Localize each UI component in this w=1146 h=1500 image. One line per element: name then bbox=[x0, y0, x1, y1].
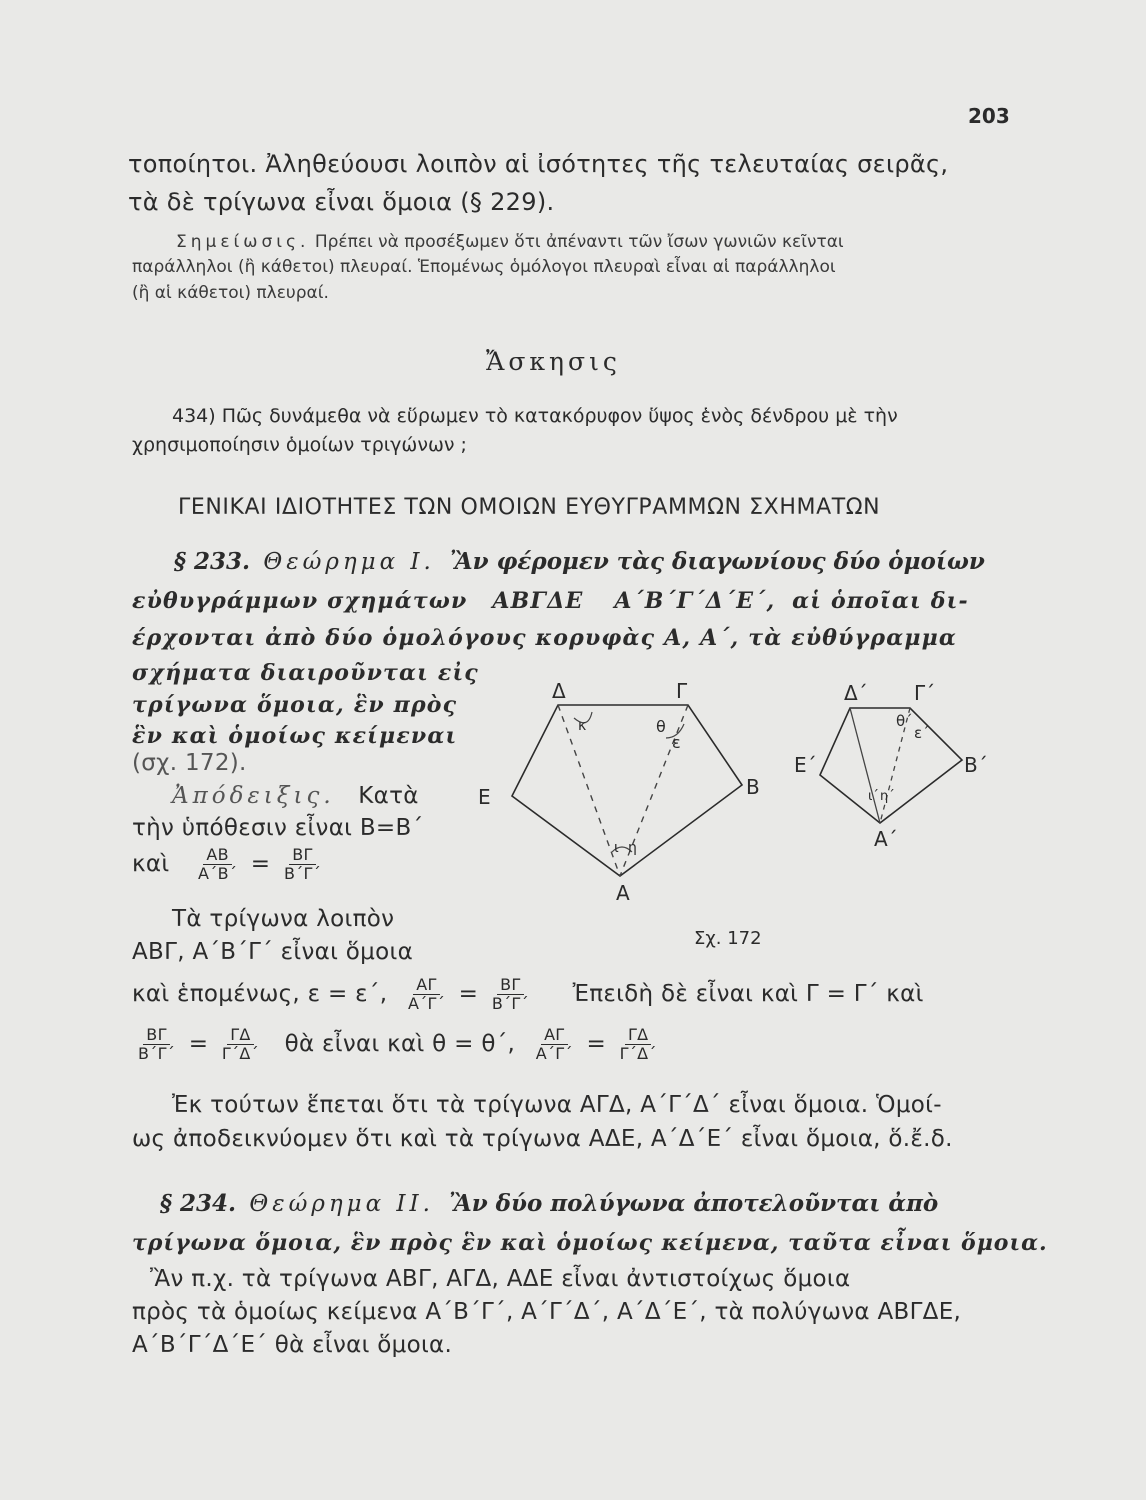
note-line-1 bbox=[176, 232, 844, 252]
theorem-1-line-3: έρχονται ἀπὸ δύο ὁμολόγους κορυφὰς Α, Α΄, τὰ εὐθύγραμμα bbox=[132, 625, 958, 651]
left-label-kappa: κ bbox=[578, 718, 587, 734]
note-line-2: παράλληλοι (ἢ κάθετοι) πλευραί. Ἑπομένως ὁμόλογοι πλευραὶ εἶναι αἱ παράλληλοι bbox=[132, 257, 836, 277]
theorem-2-label: Θεώρημα ΙΙ. bbox=[249, 1191, 434, 1217]
proof-theta-line bbox=[132, 1026, 663, 1063]
fraction-gd bbox=[219, 1026, 262, 1063]
theorem-2-example-1: Ἂν π.χ. τὰ τρίγωνα ΑΒΓ, ΑΓΔ, ΑΔΕ εἶναι ἀντιστοίχως ὅμοια bbox=[150, 1266, 851, 1292]
fraction-ag bbox=[405, 976, 448, 1013]
right-label-d: Δ΄ bbox=[844, 681, 868, 705]
exercise-heading: Ἄσκησις bbox=[486, 347, 621, 376]
page-number: 203 bbox=[968, 104, 1010, 128]
theorem-1-line-6: ἓν καὶ ὁμοίως κείμεναι bbox=[132, 723, 458, 749]
left-label-d: Δ bbox=[552, 680, 566, 703]
fraction-gd-den: Γ΄Δ΄ bbox=[221, 1044, 259, 1063]
right-label-b: Β΄ bbox=[964, 753, 988, 777]
theorem-1-text-2d: αἱ ὁποῖαι δι- bbox=[792, 588, 969, 614]
fraction-bg-den: Β΄Γ΄ bbox=[283, 864, 322, 883]
proof-triangles-2: ΑΒΓ, Α΄Β΄Γ΄ εἶναι ὅμοια bbox=[132, 939, 414, 965]
theorem-1-polygon-2: Α΄Β΄Γ΄Δ΄Ε΄, bbox=[614, 588, 776, 614]
fraction-bg-3 bbox=[135, 1026, 178, 1063]
theorem-1-line-2 bbox=[132, 588, 969, 614]
right-label-theta: θ΄ bbox=[896, 712, 913, 730]
theorem-1-polygon-1: ΑΒΓΔΕ bbox=[492, 588, 584, 614]
left-label-a: Α bbox=[616, 881, 630, 905]
fraction-ag-num: ΑΓ bbox=[413, 976, 439, 995]
proof-theta: θὰ εἶναι καὶ θ = θ΄, bbox=[284, 1031, 516, 1057]
proof-line-1 bbox=[172, 783, 419, 809]
left-label-eta: η bbox=[628, 840, 637, 856]
fraction-bg-2 bbox=[489, 976, 532, 1013]
proof-triangles-1: Τὰ τρίγωνα λοιπὸν bbox=[172, 906, 395, 932]
theorem-2-number: § 234. bbox=[160, 1190, 237, 1217]
intro-line-2: τὰ δὲ τρίγωνα εἶναι ὅμοια (§ 229). bbox=[128, 188, 555, 216]
right-label-e: Ε΄ bbox=[794, 753, 817, 777]
note-text-1: Πρέπει νὰ προσέξωμεν ὅτι ἀπέναντι τῶν ἴσων γωνιῶν κεῖνται bbox=[314, 232, 844, 252]
equals-sign: = bbox=[250, 851, 271, 877]
fraction-bg-num: ΒΓ bbox=[289, 846, 316, 865]
fraction-ag-den: Α΄Γ΄ bbox=[407, 994, 446, 1013]
theorem-2-example-2: πρὸς τὰ ὁμοίως κείμενα Α΄Β΄Γ΄, Α΄Γ΄Δ΄, Α΄Δ΄Ε΄, τὰ πολύγωνα ΑΒΓΔΕ, bbox=[132, 1299, 962, 1325]
theorem-2-line-1 bbox=[160, 1190, 938, 1217]
left-diagonal-ad bbox=[558, 705, 620, 876]
theorem-1-line-7: (σχ. 172). bbox=[132, 750, 247, 776]
fraction-bg bbox=[281, 846, 324, 883]
note-line-3: (ἢ αἱ κάθετοι) πλευραί. bbox=[132, 283, 329, 303]
theorem-1-line-4: σχήματα διαιροῦνται εἰς bbox=[132, 660, 479, 686]
note-label: Σημείωσις. bbox=[176, 232, 310, 252]
proof-consequently-line bbox=[132, 976, 924, 1013]
equals-sign: = bbox=[458, 981, 479, 1007]
left-label-iota: ι bbox=[614, 840, 619, 856]
right-label-iota: ι΄ bbox=[868, 789, 879, 804]
proof-consequently: καὶ ἑπομένως, ε = ε΄, bbox=[132, 981, 388, 1007]
left-label-g: Γ bbox=[676, 680, 688, 703]
fraction-ab-den: Α΄Β΄ bbox=[198, 864, 238, 883]
proof-kata: Κατὰ bbox=[358, 783, 419, 809]
left-label-epsilon: ε bbox=[672, 733, 681, 752]
equals-sign: = bbox=[188, 1031, 209, 1057]
fraction-bg-3-num: ΒΓ bbox=[143, 1026, 170, 1045]
exercise-line-1: 434) Πῶς δυνάμεθα νὰ εὕρωμεν τὸ κατακόρυφον ὕψος ἑνὸς δένδρου μὲ τὴν bbox=[172, 405, 898, 427]
exercise-line-2: χρησιμοποίησιν ὁμοίων τριγώνων ; bbox=[132, 434, 467, 456]
fraction-ab bbox=[195, 846, 240, 883]
fraction-gd-2-den: Γ΄Δ΄ bbox=[619, 1044, 657, 1063]
fraction-gd-2 bbox=[617, 1026, 660, 1063]
intro-line-1: τοποίητοι. Ἀληθεύουσι λοιπὸν αἱ ἰσότητες τῆς τελευταίας σειρᾶς, bbox=[128, 150, 949, 178]
left-label-theta: θ bbox=[656, 717, 666, 736]
figure-caption-text: Σχ. 172 bbox=[694, 928, 762, 949]
theorem-1-line-1 bbox=[174, 548, 985, 575]
fraction-bg-2-den: Β΄Γ΄ bbox=[491, 994, 529, 1013]
proof-kai: καὶ bbox=[132, 851, 170, 877]
right-diagonal-ad bbox=[850, 708, 880, 823]
fraction-bg-2-num: ΒΓ bbox=[497, 976, 524, 995]
left-label-b: Β bbox=[746, 775, 760, 799]
theorem-2-example-3: Α΄Β΄Γ΄Δ΄Ε΄ θὰ εἶναι ὅμοια. bbox=[132, 1332, 453, 1358]
proof-conclusion-1: Ἐκ τούτων ἕπεται ὅτι τὰ τρίγωνα ΑΓΔ, Α΄Γ΄Δ΄ εἶναι ὅμοια. Ὁμοί- bbox=[172, 1092, 942, 1118]
section-heading: ΓΕΝΙΚΑΙ ΙΔΙΟΤΗΤΕΣ ΤΩΝ ΟΜΟΙΩΝ ΕΥΘΥΓΡΑΜΜΩΝ ΣΧΗΜΑΤΩΝ bbox=[178, 495, 881, 520]
proof-since: Ἐπειδὴ δὲ εἶναι καὶ Γ = Γ΄ καὶ bbox=[572, 981, 924, 1007]
theorem-1-text-1: Ἂν φέρομεν τὰς διαγωνίους δύο ὁμοίων bbox=[450, 548, 985, 575]
right-label-a: Α΄ bbox=[874, 827, 898, 851]
fraction-ab-num: ΑΒ bbox=[203, 846, 232, 865]
left-pentagon bbox=[512, 705, 742, 876]
right-label-eta: η΄ bbox=[880, 789, 895, 804]
fraction-ag-2-den: Α΄Γ΄ bbox=[535, 1044, 573, 1063]
right-label-epsilon: ε΄ bbox=[914, 724, 930, 742]
right-pentagon bbox=[820, 708, 962, 823]
theorem-1-label: Θεώρημα Ι. bbox=[263, 549, 435, 575]
equals-sign: = bbox=[586, 1031, 607, 1057]
fraction-gd-2-num: ΓΔ bbox=[625, 1026, 651, 1045]
figure-172 bbox=[470, 680, 1050, 910]
fraction-ag-2 bbox=[533, 1026, 576, 1063]
theorem-2-line-2: τρίγωνα ὅμοια, ἓν πρὸς ἓν καὶ ὁμοίως κείμενα, ταῦτα εἶναι ὅμοια. bbox=[132, 1230, 1048, 1256]
proof-ratio-line bbox=[132, 846, 327, 883]
theorem-1-text-2a: εὐθυγράμμων σχημάτων bbox=[132, 588, 468, 614]
theorem-2-text-1: Ἂν δύο πολύγωνα ἀποτελοῦνται ἀπὸ bbox=[449, 1190, 939, 1217]
proof-label: Ἀπόδειξις. bbox=[172, 783, 335, 809]
theorem-1-number: § 233. bbox=[174, 548, 251, 575]
proof-conclusion-2: ως ἀποδεικνύομεν ὅτι καὶ τὰ τρίγωνα ΑΔΕ, Α΄Δ΄Ε΄ εἶναι ὅμοια, ὅ.ἔ.δ. bbox=[132, 1126, 953, 1152]
left-label-e: Ε bbox=[478, 785, 491, 809]
theorem-1-line-5: τρίγωνα ὅμοια, ἓν πρὸς bbox=[132, 692, 458, 718]
right-label-g: Γ΄ bbox=[914, 681, 936, 705]
proof-hypothesis: τὴν ὑπόθεσιν εἶναι Β=Β΄ bbox=[132, 815, 424, 841]
fraction-gd-num: ΓΔ bbox=[227, 1026, 253, 1045]
fraction-ag-2-num: ΑΓ bbox=[541, 1026, 567, 1045]
fraction-bg-3-den: Β΄Γ΄ bbox=[138, 1044, 176, 1063]
